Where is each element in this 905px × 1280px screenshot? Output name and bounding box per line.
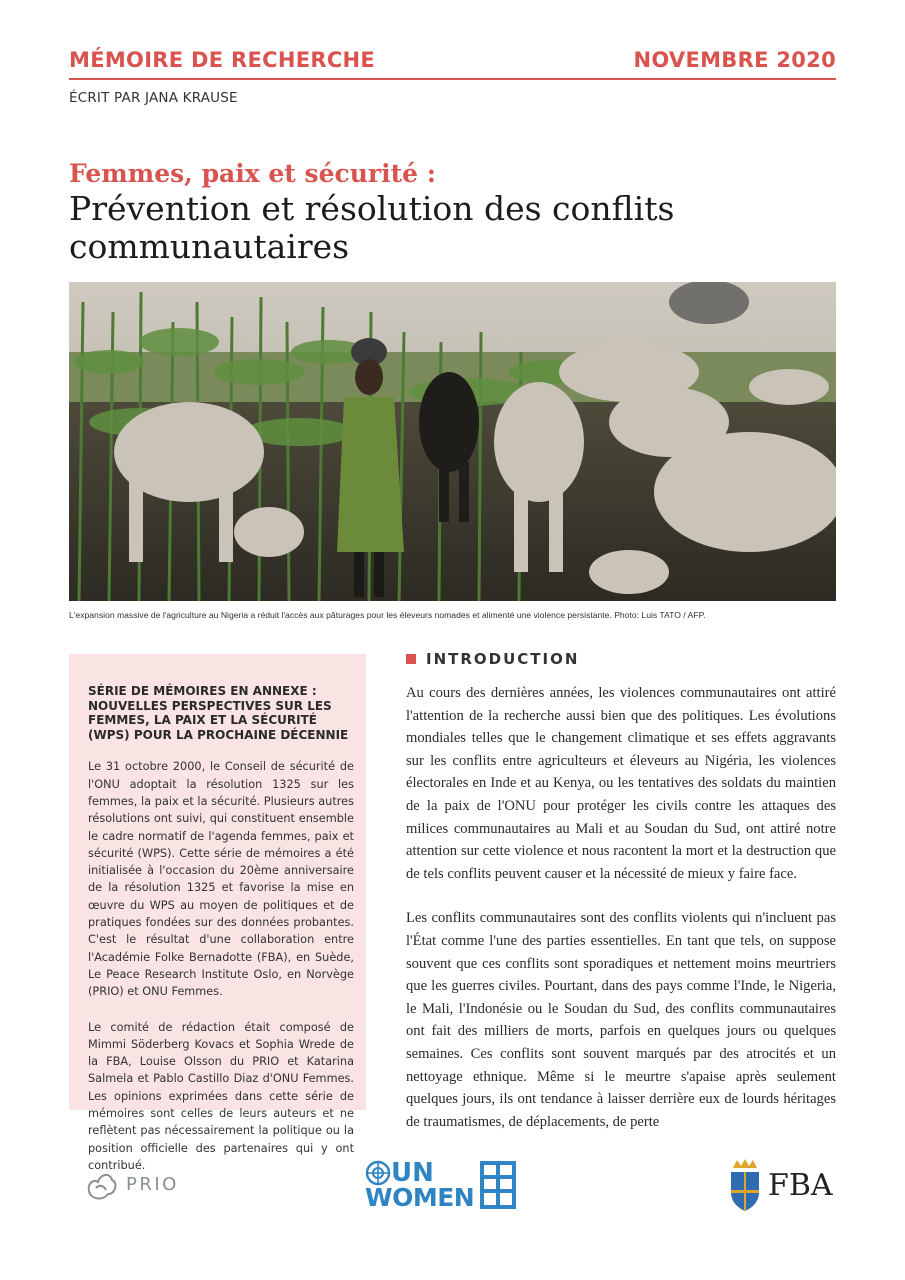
un-women-logo (365, 1160, 518, 1210)
prio-emblem-icon (82, 1164, 122, 1204)
body-paragraph: Au cours des dernières années, les violences communautaires ont attiré l'attention de la recherche aussi bien que des politiques. Les évolutions mondiales telles que le changement climatique et ses effets aggravants sur les conflits entre agriculteurs et éleveurs au Nigéria, les violences électorales en Inde et au Kenya, ou les tentatives des soldats du maintien de la paix de l'ONU pour protéger les civils contre les attaques des milices communautaires au Mali et au Soudan du Sud, ont attiré notre attention sur cette violence et nous racontent la mort et la destruction que de tels conflits peuvent causer et la nécessité de mieux y faire face. (406, 685, 836, 882)
introduction-heading-label: INTRODUCTION (426, 650, 580, 668)
heading-marker-icon (406, 654, 416, 664)
page-header (69, 48, 836, 106)
sidebar-title: SÉRIE DE MÉMOIRES EN ANNEXE : NOUVELLES PERSPECTIVES SUR LES FEMMES, LA PAIX ET LA SÉCURITÉ (WPS) POUR LA PROCHAINE DÉCENNIE (88, 684, 349, 742)
fba-crest-icon (728, 1158, 762, 1212)
fba-logo (728, 1158, 833, 1212)
prio-wordmark: PRIO (126, 1173, 179, 1195)
un-women-symbol-icon (478, 1161, 518, 1209)
sidebar-paragraph: Le comité de rédaction était composé de Mimmi Söderberg Kovacs et Sophia Wrede de la FBA, Louise Olsson du PRIO et Katarina Salmela et Pablo Castillo Diaz d'ONU Femmes. Les opinions exprimées dans cette série de mémoires sont celles de leurs auteurs et ne reflètent pas nécessairement la politique ou la position officielle des partenaires qui y ont contribué. (88, 1020, 354, 1172)
series-label: MÉMOIRE DE RECHERCHE (69, 48, 376, 72)
title-block (69, 158, 836, 266)
publication-date: NOVEMBRE 2020 (633, 48, 836, 72)
women-wordmark: WOMEN (365, 1183, 475, 1212)
un-wordmark: UN (391, 1158, 434, 1188)
partner-logos (0, 1150, 905, 1220)
introduction-body (406, 682, 836, 1133)
photo-caption: L'expansion massive de l'agriculture au Nigeria a réduit l'accès aux pâturages pour les éleveurs nomades et alimenté une violence persistante. Photo: Luis TATO / AFP. (69, 610, 706, 620)
body-paragraph: Les conflits communautaires sont des conflits violents qui n'incluent pas l'État comme l'une des parties essentielles. En tant que tels, on suppose souvent que ces conflits sont sporadiques et nettement moins meurtriers que les guerres civiles. Pourtant, dans des pays comme l'Inde, le Nigeria, le Mali, l'Indonésie ou le Soudan du Sud, des conflits communautaires ont fait des milliers de morts, parfois en quelques jours ou quelques semaines. Ces conflits sont souvent marqués par des atrocités et un nettoyage ethnique. Même si le meurtre s'apaise après seulement quelques jours, ils ont tendance à laisser derrière eux de lourds héritages de traumatismes, de déplacements, de perte (406, 910, 836, 1130)
title-kicker: Femmes, paix et sécurité : (69, 159, 436, 188)
sidebar-paragraph: Le 31 octobre 2000, le Conseil de sécurité de l'ONU adoptait la résolution 1325 sur les femmes, la paix et la sécurité. Plusieurs autres résolutions ont suivi, qui constituent ensemble le cadre normatif de l'agenda femmes, paix et sécurité (WPS). Cette série de mémoires a été initialisée à l'occasion du 20ème anniversaire de la résolution 1325 et favorise la mise en œuvre du WPS au moyen de politiques et de pratiques fondées sur des données probantes. C'est le résultat d'une collaboration entre l'Académie Folke Bernadotte (FBA), en Suède, Le Peace Research Institute Oslo, en Norvège (PRIO) et ONU Femmes. (88, 760, 354, 999)
prio-logo (82, 1164, 179, 1204)
header-row (69, 48, 836, 80)
page-title: Prévention et résolution des conflits communautaires (69, 189, 675, 266)
photo-illustration (69, 282, 836, 601)
sidebar-box (69, 654, 366, 1172)
introduction-heading (406, 650, 579, 668)
cover-photo (69, 282, 836, 601)
fba-wordmark: FBA (768, 1167, 833, 1203)
author-line: ÉCRIT PAR JANA KRAUSE (69, 90, 238, 106)
